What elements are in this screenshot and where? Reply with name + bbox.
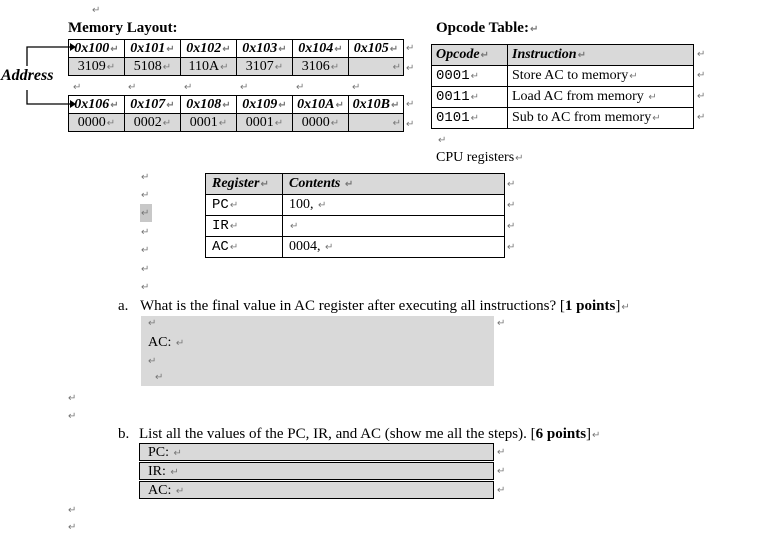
- memory-address-cell: 0x102↵: [181, 40, 237, 58]
- answer-a-label: AC: ↵: [148, 335, 185, 350]
- paragraph-mark: ↵: [148, 356, 157, 367]
- memory-address-cell: 0x105↵: [349, 40, 404, 58]
- paragraph-mark: ↵: [697, 112, 706, 123]
- memory-value-cell: 0001↵: [181, 114, 237, 132]
- paragraph-mark: ↵: [497, 485, 506, 496]
- register-name-cell: PC↵: [206, 195, 283, 216]
- memory-address-cell: 0x107↵: [125, 96, 181, 114]
- memory-value-cell: 3109↵: [69, 58, 125, 76]
- memory-address-cell: 0x100↵: [69, 40, 125, 58]
- memory-table-row1: [68, 39, 404, 76]
- memory-value-cell: ↵: [349, 58, 404, 76]
- question-a: a. What is the final value in AC register after executing all instructions? [1 points]↵: [118, 298, 630, 314]
- memory-value-cell: ↵: [349, 114, 404, 132]
- instruction-cell: Store AC to memory↵: [508, 66, 694, 87]
- memory-value-cell: 3106↵: [293, 58, 349, 76]
- memory-value-cell: 3107↵: [237, 58, 293, 76]
- paragraph-mark: ↵: [184, 82, 193, 93]
- memory-address-cell: 0x108↵: [181, 96, 237, 114]
- cpu-registers-title: CPU registers↵: [436, 150, 524, 165]
- contents-header: Contents ↵: [283, 174, 505, 195]
- opcode-cell: 0011↵: [432, 87, 508, 108]
- pc-answer-line[interactable]: PC: ↵: [139, 443, 494, 461]
- register-header: Register↵: [206, 174, 283, 195]
- memory-address-cell: 0x10B↵: [349, 96, 404, 114]
- memory-address-cell: 0x101↵: [125, 40, 181, 58]
- paragraph-mark: ↵: [141, 264, 150, 275]
- memory-value-cell: 110A↵: [181, 58, 237, 76]
- instruction-cell: Load AC from memory ↵: [508, 87, 694, 108]
- memory-address-cell: 0x104↵: [293, 40, 349, 58]
- paragraph-mark: ↵: [507, 200, 516, 211]
- paragraph-mark: ↵: [352, 82, 361, 93]
- memory-address-cell: 0x106↵: [69, 96, 125, 114]
- question-b: b. List all the values of the PC, IR, and AC (show me all the steps). [6 points]↵: [118, 426, 601, 442]
- paragraph-mark: ↵: [507, 221, 516, 232]
- paragraph-mark: ↵: [406, 43, 415, 54]
- address-label: Address: [1, 67, 54, 84]
- paragraph-mark: ↵: [507, 179, 516, 190]
- paragraph-mark: ↵: [507, 242, 516, 253]
- paragraph-mark: ↵: [73, 82, 82, 93]
- paragraph-mark: ↵: [141, 282, 150, 293]
- paragraph-mark: ↵: [697, 70, 706, 81]
- memory-value-cell: 5108↵: [125, 58, 181, 76]
- paragraph-mark: ↵: [406, 119, 415, 130]
- paragraph-mark: ↵: [406, 99, 415, 110]
- paragraph-mark: ↵: [697, 49, 706, 60]
- memory-value-cell: 0000↵: [293, 114, 349, 132]
- register-contents-cell: 100, ↵: [283, 195, 505, 216]
- register-contents-cell: ↵: [283, 216, 505, 237]
- paragraph-mark: ↵: [128, 82, 137, 93]
- paragraph-mark: ↵: [497, 318, 506, 329]
- opcode-header: Opcode↵: [432, 45, 508, 66]
- paragraph-mark: ↵: [92, 5, 101, 16]
- register-contents-cell: 0004, ↵: [283, 237, 505, 258]
- paragraph-mark: ↵: [155, 372, 164, 383]
- ac-answer-line[interactable]: AC: ↵: [139, 481, 494, 499]
- paragraph-mark: ↵: [296, 82, 305, 93]
- opcode-table: [431, 44, 694, 129]
- paragraph-mark: ↵: [697, 91, 706, 102]
- memory-table-row2: [68, 95, 404, 132]
- memory-value-cell: 0000↵: [69, 114, 125, 132]
- memory-value-cell: 0001↵: [237, 114, 293, 132]
- opcode-cell: 0001↵: [432, 66, 508, 87]
- memory-layout-title: Memory Layout:: [68, 20, 178, 36]
- paragraph-mark: ↵: [141, 245, 150, 256]
- cpu-register-table: [205, 173, 505, 258]
- ir-answer-line[interactable]: IR: ↵: [139, 462, 494, 480]
- paragraph-mark: ↵: [406, 63, 415, 74]
- instruction-header: Instruction↵: [508, 45, 694, 66]
- paragraph-mark: ↵: [497, 447, 506, 458]
- paragraph-mark: ↵: [438, 135, 447, 146]
- register-name-cell: IR↵: [206, 216, 283, 237]
- paragraph-mark: ↵: [68, 522, 77, 533]
- paragraph-mark: ↵: [141, 190, 150, 201]
- memory-address-cell: 0x103↵: [237, 40, 293, 58]
- instruction-cell: Sub to AC from memory↵: [508, 108, 694, 129]
- register-name-cell: AC↵: [206, 237, 283, 258]
- paragraph-mark: ↵: [68, 411, 77, 422]
- opcode-table-title: Opcode Table:↵: [436, 20, 539, 36]
- paragraph-mark: ↵: [141, 227, 150, 238]
- paragraph-mark: ↵: [141, 172, 150, 183]
- paragraph-mark: ↵: [497, 466, 506, 477]
- paragraph-mark: ↵: [148, 318, 157, 329]
- answer-box-a[interactable]: [141, 316, 494, 386]
- paragraph-mark: ↵: [68, 393, 77, 404]
- memory-address-cell: 0x109↵: [237, 96, 293, 114]
- paragraph-mark: ↵: [240, 82, 249, 93]
- opcode-cell: 0101↵: [432, 108, 508, 129]
- memory-address-cell: 0x10A↵: [293, 96, 349, 114]
- memory-value-cell: 0002↵: [125, 114, 181, 132]
- paragraph-mark: ↵: [141, 208, 150, 219]
- paragraph-mark: ↵: [68, 505, 77, 516]
